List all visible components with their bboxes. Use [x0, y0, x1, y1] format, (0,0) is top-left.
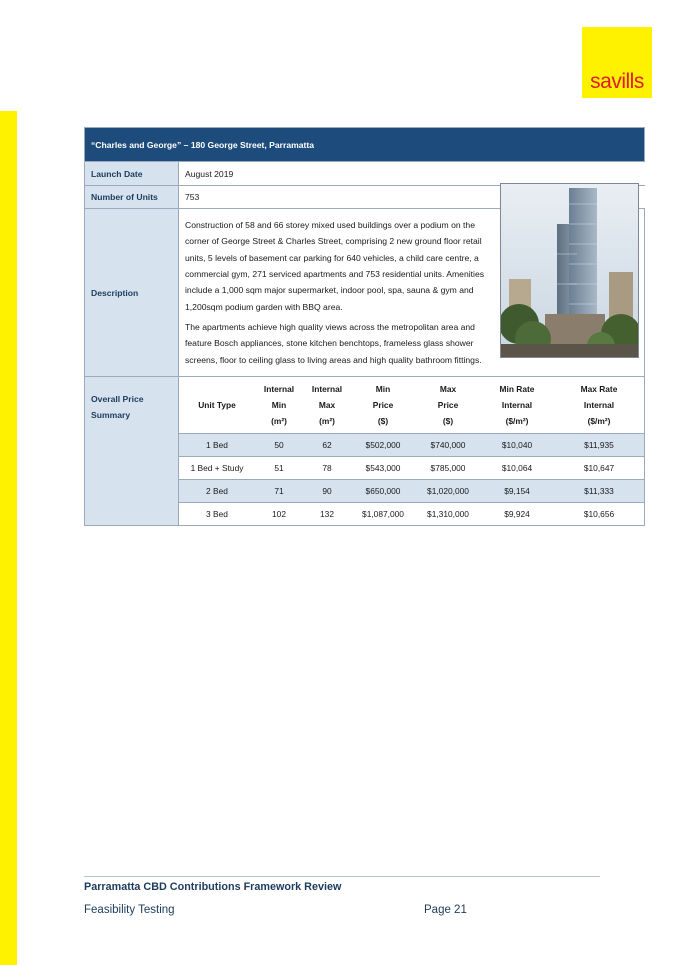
cell-internal-min: 71 — [255, 479, 303, 502]
price-summary-cell — [179, 377, 645, 526]
table-row — [179, 502, 645, 525]
yellow-side-bar — [0, 111, 17, 965]
cell-min-price: $502,000 — [351, 433, 415, 456]
cell-min-price: $543,000 — [351, 456, 415, 479]
cell-internal-max: 62 — [303, 433, 351, 456]
project-heading: “Charles and George” – 180 George Street, Parramatta — [85, 128, 645, 162]
cell-unit-type: 1 Bed — [179, 433, 255, 456]
header-internal-max: Internal Max (m²) — [311, 383, 343, 426]
summary-label: Overall Price Summary — [91, 394, 144, 420]
tower-photo — [500, 183, 639, 358]
launch-date-value: August 2019 — [179, 162, 645, 186]
cell-min-rate: $9,924 — [504, 508, 530, 519]
savills-logo — [582, 27, 652, 98]
cell-max-rate: $11,935 — [553, 433, 645, 456]
header-min-price: Min Price ($) — [372, 383, 394, 426]
cell-unit-type: 2 Bed — [179, 479, 255, 502]
description-label: Description — [85, 209, 179, 377]
cell-min-price: $1,087,000 — [362, 508, 404, 519]
cell-max-price: $740,000 — [415, 433, 481, 456]
tower-illustration — [501, 184, 638, 357]
header-unit-type: Unit Type — [198, 399, 236, 410]
footer-subtitle: Feasibility Testing — [84, 904, 175, 916]
logo-text: savills — [590, 70, 644, 93]
cell-internal-max: 90 — [303, 479, 351, 502]
units-value: 753 — [179, 186, 645, 209]
units-label: Number of Units — [85, 186, 179, 209]
cell-min-rate: $10,064 — [481, 456, 553, 479]
description-paragraph-1: Construction of 58 and 66 storey mixed used buildings over a podium on the corner of George Street & Charles Street, comprising 2 new ground floor retail units, 5 levels of basement car parking for 640 vehicles, a child care centre, a commercial gym, 271 serviced apartments and 753 residential units. Amenities include a 1,000 sqm major supermarket, indoor pool, spa, sauna & gym and 1,200sqm podium garden with BBQ area. — [185, 220, 485, 312]
cell-min-rate: $9,154 — [481, 479, 553, 502]
footer-title: Parramatta CBD Contributions Framework Review — [84, 881, 342, 893]
cell-max-rate: $10,647 — [553, 456, 645, 479]
summary-label-cell — [85, 377, 179, 526]
header-max-rate: Max Rate Internal ($/m²) — [580, 383, 618, 426]
cell-min-price: $650,000 — [351, 479, 415, 502]
cell-max-price: $785,000 — [415, 456, 481, 479]
table-row — [179, 456, 645, 479]
cell-internal-max: 132 — [320, 508, 334, 519]
cell-internal-min: 51 — [255, 456, 303, 479]
header-internal-min: Internal Min (m²) — [263, 383, 295, 426]
cell-internal-min: 50 — [255, 433, 303, 456]
footer-divider — [84, 876, 600, 877]
footer-page-number: Page 21 — [424, 904, 467, 916]
header-max-price: Max Price ($) — [437, 383, 459, 426]
table-row — [179, 479, 645, 502]
header-min-rate: Min Rate Internal ($/m²) — [499, 383, 535, 426]
launch-date-label: Launch Date — [85, 162, 179, 186]
cell-max-rate: $10,656 — [583, 508, 615, 519]
cell-internal-max: 78 — [303, 456, 351, 479]
price-table-header — [179, 377, 645, 433]
cell-max-price: $1,310,000 — [427, 508, 469, 519]
price-table — [179, 377, 645, 525]
cell-internal-min: 102 — [272, 508, 286, 519]
cell-min-rate: $10,040 — [481, 433, 553, 456]
cell-unit-type: 1 Bed + Study — [179, 456, 255, 479]
cell-max-rate: $11,333 — [553, 479, 645, 502]
cell-max-price: $1,020,000 — [415, 479, 481, 502]
description-paragraph-2: The apartments achieve high quality views across the metropolitan area and feature Bosch appliances, stone kitchen benchtops, frameless glass shower screens, floor to ceiling glass to living areas and high quality bathroom fittings. — [185, 321, 482, 365]
table-row — [179, 433, 645, 456]
cell-unit-type: 3 Bed — [206, 508, 228, 519]
